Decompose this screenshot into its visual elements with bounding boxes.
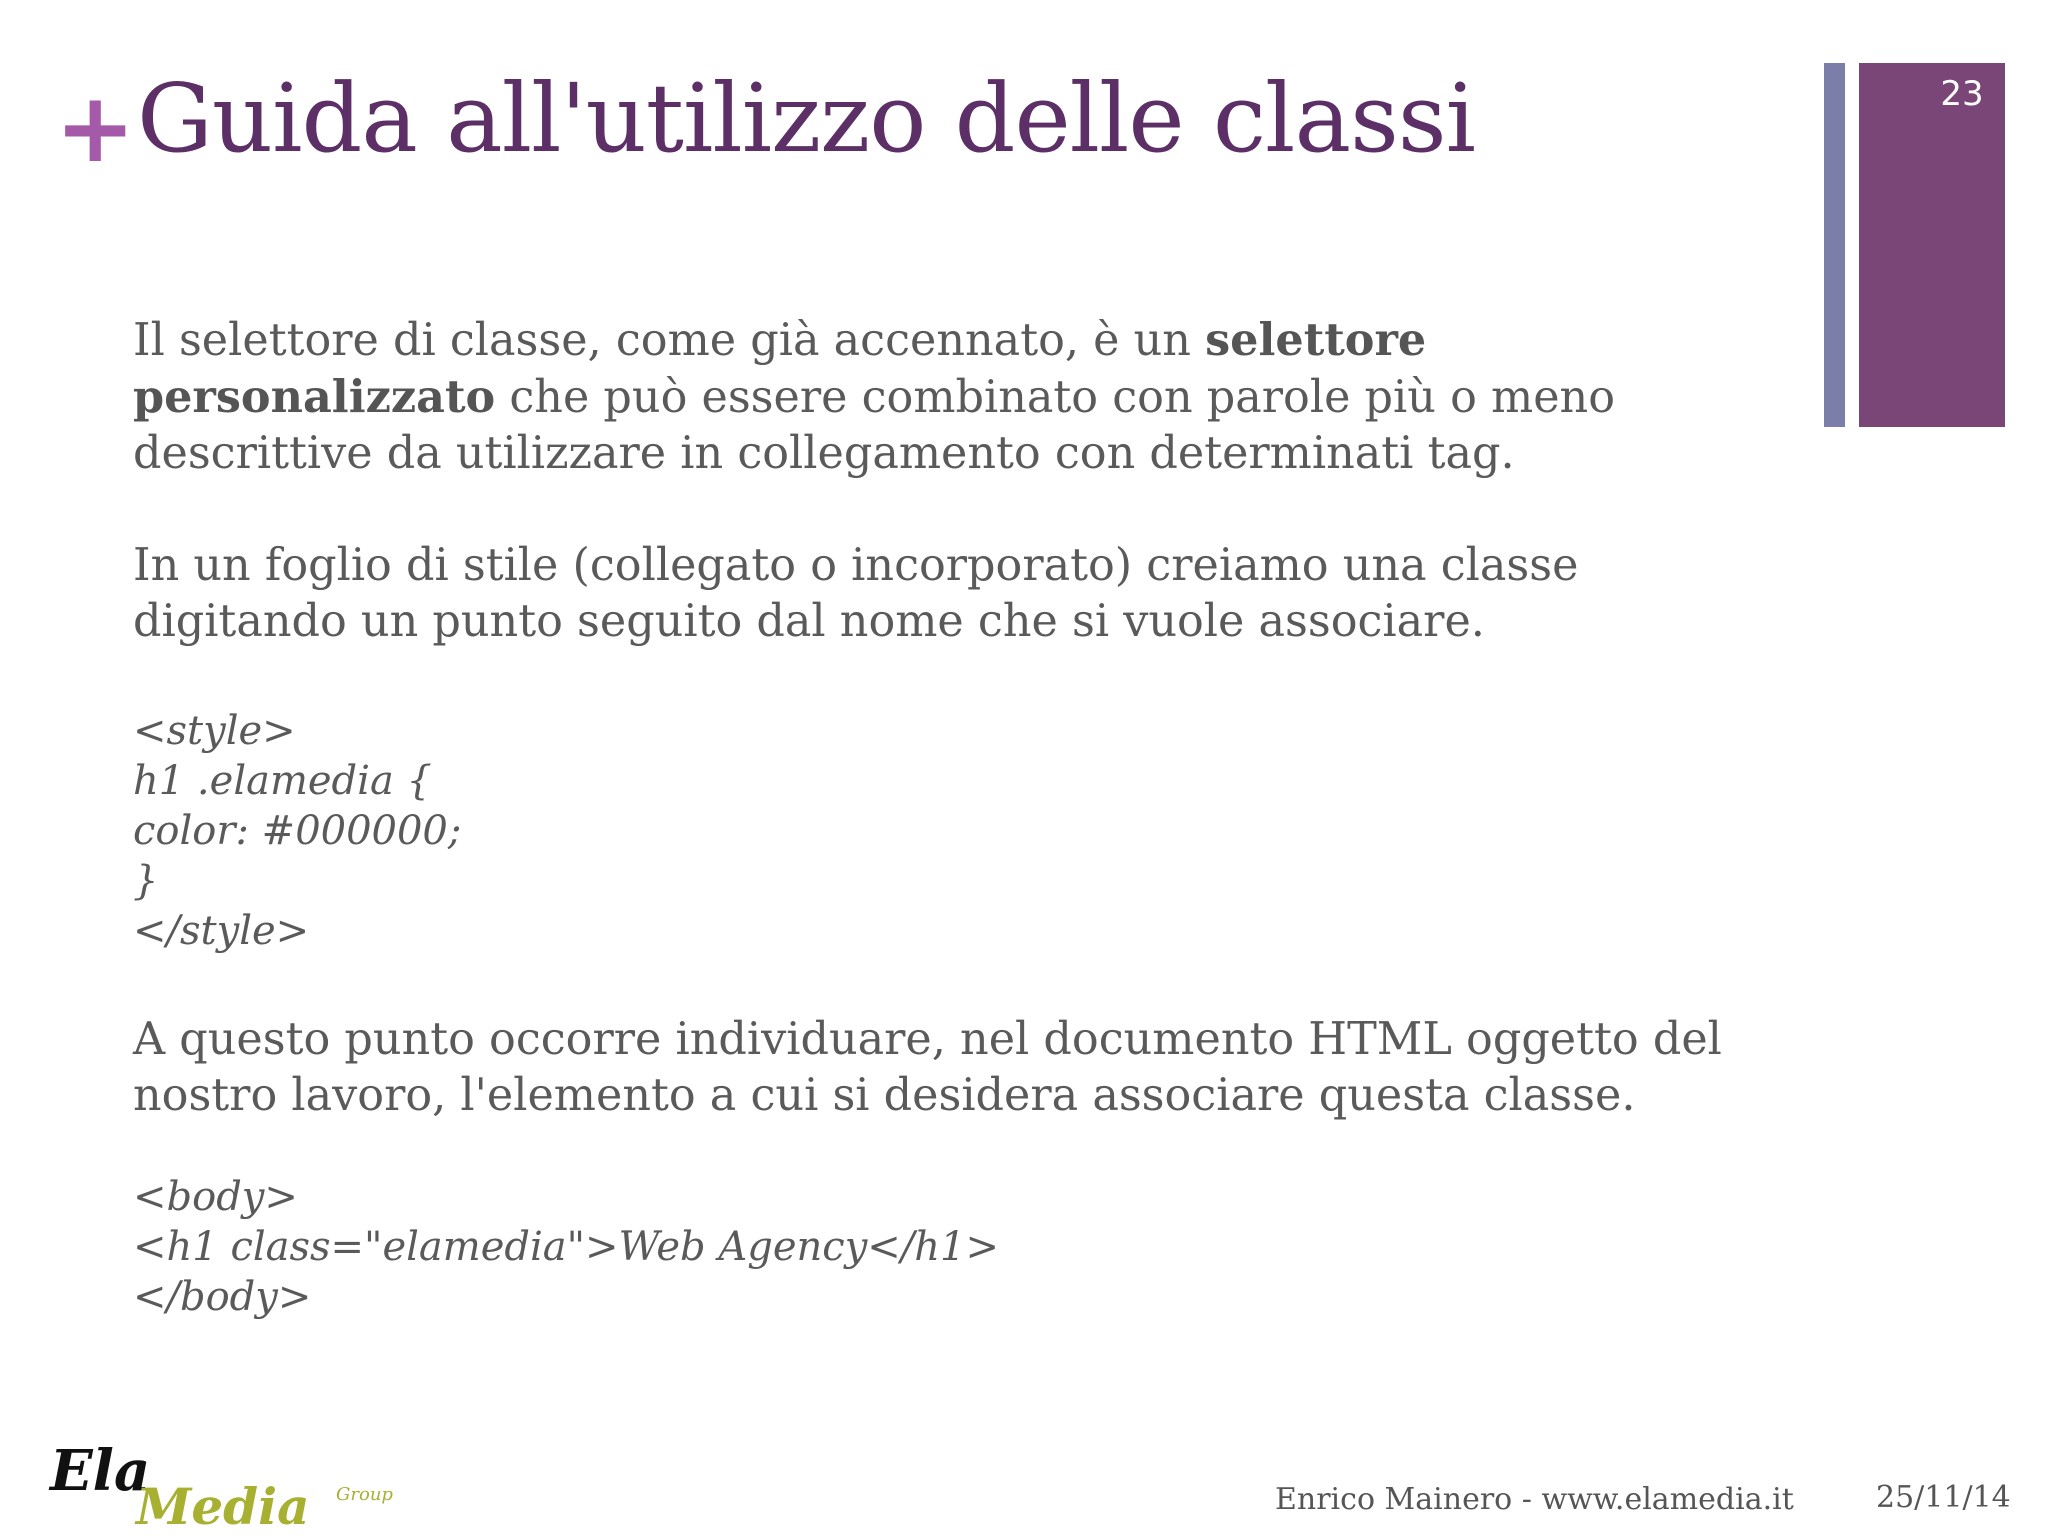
accent-bar-wide [1859,63,2005,427]
code-line: </style> [133,908,310,954]
plus-icon: + [55,72,136,184]
stylesheet-line-1: In un foglio di stile (collegato o incorporato) creiamo una classe [133,540,1579,591]
paragraph-html [133,1012,1813,1124]
intro-text-start: Il selettore di classe, come già accennato, è un [133,315,1206,366]
code-block-body [133,1172,1813,1322]
html-line-2: nostro lavoro, l'elemento a cui si desidera associare questa classe. [133,1070,1636,1121]
accent-bar-thin [1824,63,1845,427]
stylesheet-line-2: digitando un punto seguito dal nome che si vuole associare. [133,596,1485,647]
html-line-1: A questo punto occorre individuare, nel documento HTML oggetto del [133,1014,1722,1065]
intro-bold-selettore: selettore [1205,314,1427,366]
intro-text-mid: che può essere combinato con parole più o meno [495,372,1615,423]
slide-content [133,312,1813,1322]
code-block-style [133,706,1813,956]
footer-author: Enrico Mainero - www.elamedia.it [1275,1482,1794,1517]
code-line: </body> [133,1274,312,1320]
page-number: 23 [1940,74,1984,114]
slide-title: Guida all'utilizzo delle classi [137,64,1475,174]
paragraph-stylesheet [133,538,1813,650]
intro-bold-personalizzato: personalizzato [133,371,496,423]
intro-text-end: descrittive da utilizzare in collegamento con determinati tag. [133,428,1515,479]
footer-date: 25/11/14 [1876,1480,2011,1515]
logo-ela: Ela [50,1438,151,1504]
logo-media: Media [136,1477,310,1536]
code-line: h1 .elamedia { [133,758,432,804]
code-line: <style> [133,708,296,754]
paragraph-intro [133,312,1813,482]
code-line: <h1 class="elamedia">Web Agency</h1> [133,1224,1000,1270]
code-line: } [133,858,159,904]
elamedia-logo [48,1438,393,1536]
logo-group: Group [336,1484,393,1505]
code-line: <body> [133,1174,298,1220]
code-line: color: #000000; [133,808,462,854]
